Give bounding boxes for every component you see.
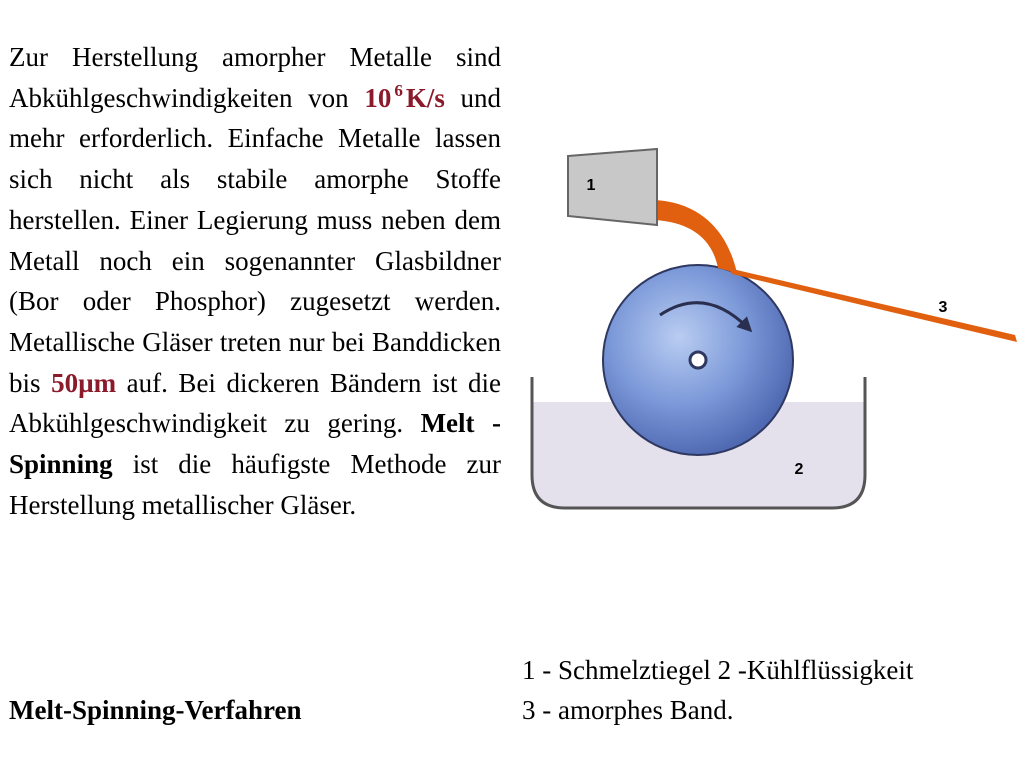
cooling-rate-value: 10 $^6$ K/s: [364, 80, 445, 113]
text-part-2: und mehr erforderlich. Einfache Metalle lassen sich nicht als stabile amorphe Stoffe herstellen. Einer Legierung muss neben dem Metall noch ein sogenannter Glasbildner (Bor oder Phosphor) zugesetzt werden. Metallische Gläser treten nur bei Banddicken bis: [9, 82, 502, 398]
legend-line-2: 3 - amorphes Band.: [522, 695, 734, 725]
figure-title: Melt-Spinning-Verfahren: [9, 695, 302, 725]
description-paragraph: [9, 37, 501, 525]
melt-stream: [654, 200, 737, 273]
text-part-3: auf. Bei dickeren Bändern ist die Abkühlgeschwindigkeit zu gering.: [9, 367, 501, 439]
text-part-1: Zur Herstellung amorpher Metalle sind Abkühlgeschwindigkeiten von: [9, 42, 501, 113]
wheel-hub: [690, 352, 706, 368]
figure-legend: [522, 650, 913, 730]
label-coolant: 2: [794, 461, 804, 478]
legend-line-1: 1 - Schmelztiegel 2 -Kühlflüssigkeit: [522, 655, 914, 685]
ribbon-thickness: 50µm: [51, 367, 117, 398]
label-ribbon: 3: [938, 299, 948, 316]
crucible: [568, 149, 657, 225]
melt-spinning-diagram: [520, 140, 1020, 520]
method-name: Melt - Spinning: [9, 408, 501, 480]
cooling-rate-exponent: 6: [394, 80, 403, 100]
label-crucible: 1: [586, 177, 596, 194]
text-part-4: ist die häufigste Methode zur Herstellung metallischer Gläser.: [9, 449, 502, 520]
